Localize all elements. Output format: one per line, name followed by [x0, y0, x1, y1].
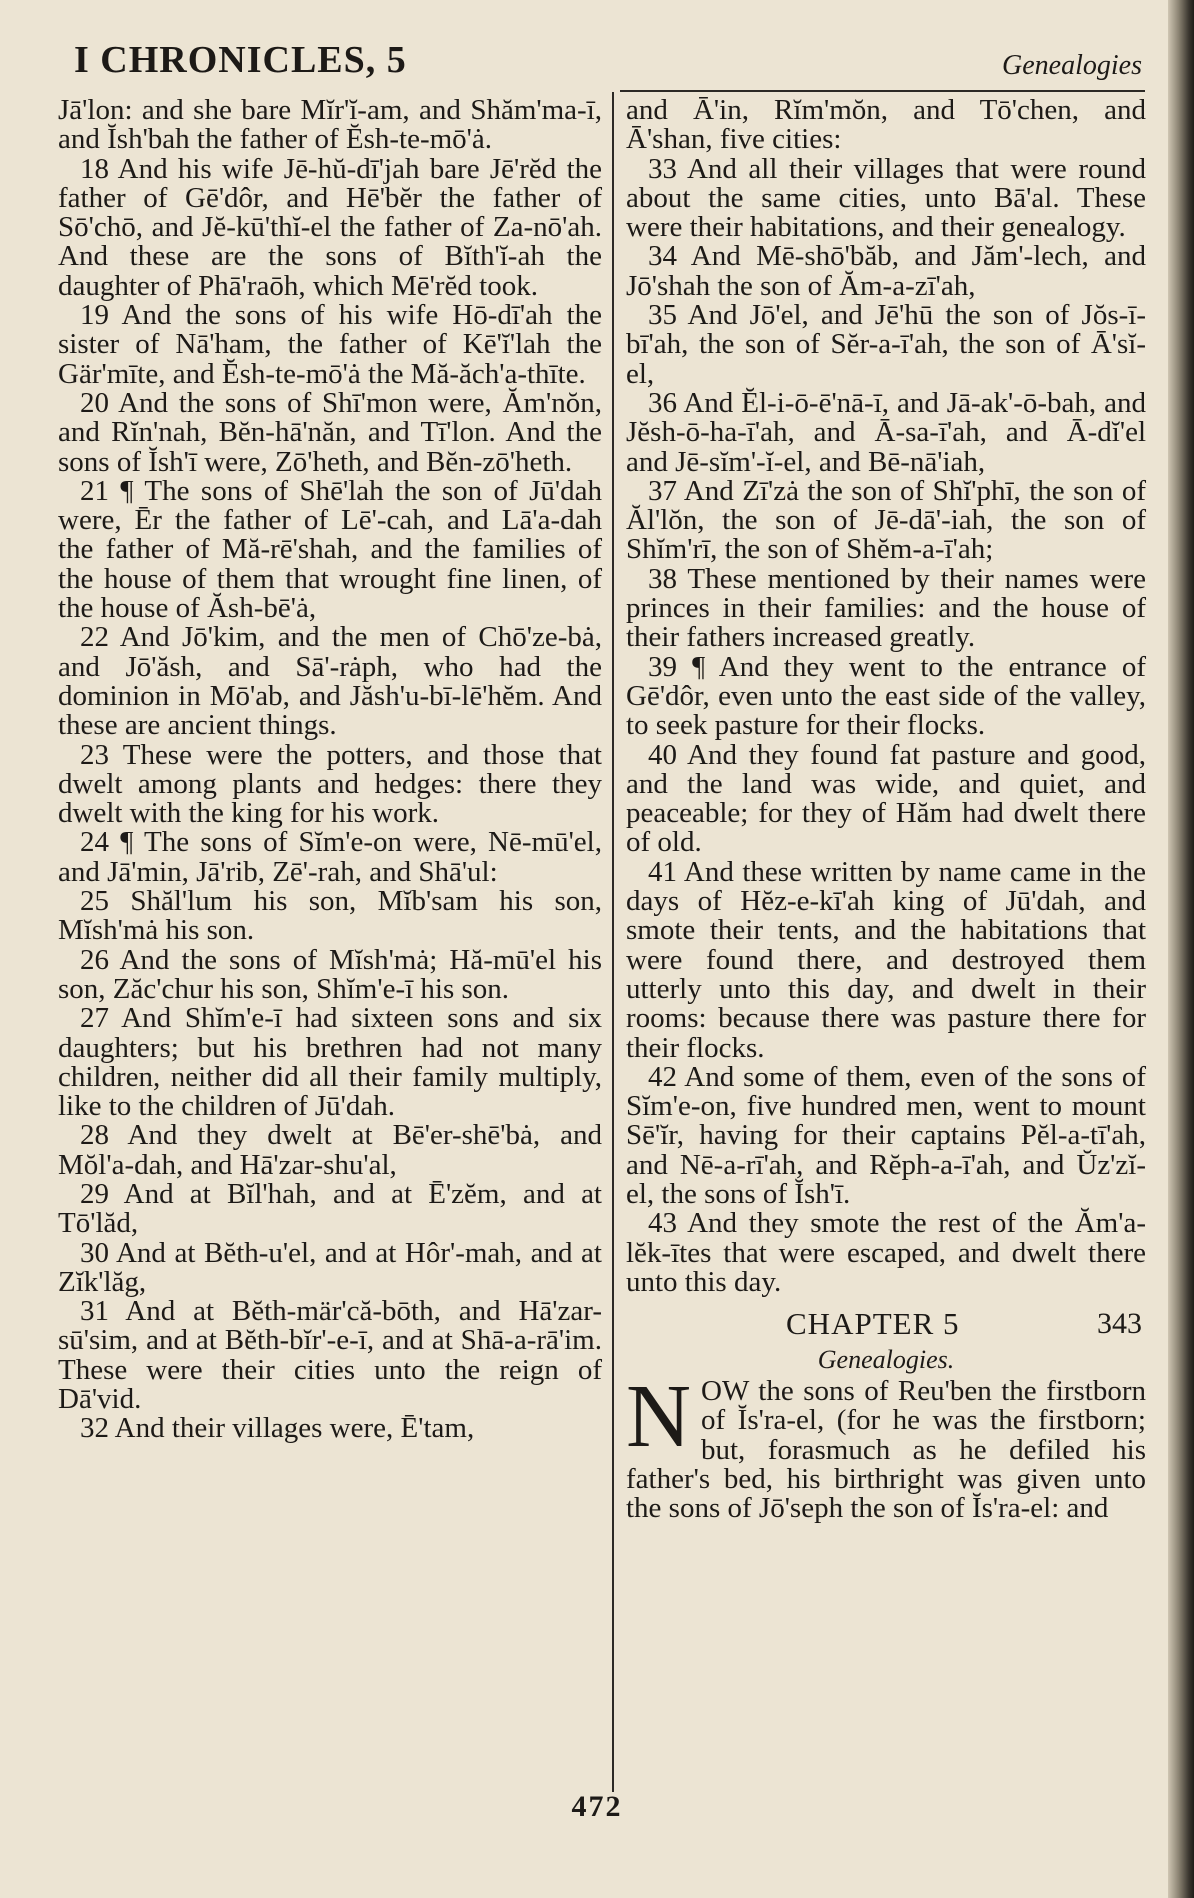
- verse: 38 These mentioned by their names were princes in their families: and the house of their fathers increased greatly.: [626, 562, 1146, 654]
- verse: 34 And Mē-shō'băb, and Jăm'-lech, and Jō'shah the son of Ăm-a-zī'ah,: [626, 240, 1146, 302]
- verse: 27 And Shĭm'e-ī had sixteen sons and six daughters; but his brethren had not many children, neither did all their family multiply, like to the children of Jū'dah.: [58, 1002, 602, 1123]
- left-column: [58, 96, 602, 1444]
- chapter-opening-text: OW the sons of Reu'ben the firstborn of Ĭs'ra-el, (for he was the firstborn; but, forasmuch as he defiled his father's bed, his birthright was given unto the sons of Jō'seph the son of Ĭs'ra-el: and: [626, 1375, 1146, 1525]
- chapter-heading: [626, 1307, 1146, 1345]
- header-rule: [620, 90, 1145, 92]
- verse: 35 And Jō'el, and Jē'hū the son of Jŏs-ī-bī'ah, the son of Sĕr-a-ī'ah, the son of Ā'sĭ-el,: [626, 299, 1146, 390]
- verse: 23 These were the potters, and those that dwelt among plants and hedges: there they dwelt with the king for his work.: [58, 738, 602, 830]
- verse: 28 And they dwelt at Bē'er-shē'bȧ, and Mŏl'a-dah, and Hā'zar-shu'al,: [58, 1119, 602, 1181]
- verse: 26 And the sons of Mĭsh'mȧ; Hă-mū'el his son, Zăc'chur his son, Shĭm'e-ī his son.: [58, 943, 602, 1005]
- right-column: [626, 96, 1146, 1524]
- verse: 21 ¶ The sons of Shē'lah the son of Jū'dah were, Ēr the father of Lē'-cah, and Lā'a-dah the father of Mă-rē'shah, and the families of the house of them that wrought fine linen, of the house of Ăsh-bē'ȧ,: [58, 474, 602, 625]
- verse: 39 ¶ And they went to the entrance of Gē'dôr, even unto the east side of the valley, to seek pasture for their flocks.: [626, 650, 1146, 742]
- verse: 22 And Jō'kim, and the men of Chō'ze-bȧ, and Jō'ăsh, and Sā'-rȧph, who had the dominion in Mō'ab, and Jăsh'u-bī-lē'hĕm. And these are ancient things.: [58, 621, 602, 742]
- section-heading: Genealogies: [1002, 50, 1142, 81]
- drop-cap: N: [626, 1367, 691, 1467]
- verse: 31 And at Bĕth-mär'că-bōth, and Hā'zar-sū'sim, and at Bĕth-bĭr'-e-ī, and at Shā-a-rā'im. These were their cities unto the reign of Dā'vid.: [58, 1295, 602, 1416]
- running-header: [60, 30, 1142, 84]
- verse: 29 And at Bĭl'hah, and at Ē'zĕm, and at Tō'lăd,: [58, 1177, 602, 1240]
- chapter-subtitle: Genealogies.: [817, 1345, 955, 1375]
- page-number: 472: [571, 1790, 623, 1823]
- book-chapter-heading: I CHRONICLES, 5: [74, 39, 407, 81]
- verse: 36 And Ĕl-i-ō-ē'nā-ī, and Jā-ak'-ō-bah, and Jĕsh-ō-ha-ī'ah, and Ā-sa-ī'ah, and Ā-dĭ'el and Jē-sĭm'-ĭ-el, and Bē-nā'iah,: [626, 386, 1146, 478]
- verse: 33 And all their villages that were round about the same cities, unto Bā'al. These were their habitations, and their genealogy.: [626, 152, 1146, 244]
- book-gutter-shadow: [1168, 0, 1194, 1898]
- verse: 42 And some of them, even of the sons of Sĭm'e-on, five hundred men, went to mount Sē'ĭr, having for their captains Pĕl-a-tī'ah, and Nē-a-rī'ah, and Rĕph-a-ī'ah, and Ŭz'zĭ-el, the sons of Ĭsh'ī.: [626, 1060, 1146, 1210]
- verse: 19 And the sons of his wife Hō-dī'ah the sister of Nā'ham, the father of Kē'ĭ'lah the Gär'mīte, and Ĕsh-te-mō'ȧ the Mă-ăch'a-thīte.: [58, 299, 602, 390]
- verse-continuation: Jā'lon: and she bare Mĭr'ĭ-am, and Shăm'ma-ī, and Ĭsh'bah the father of Ĕsh-te-mō'ȧ.: [58, 94, 602, 156]
- verse-continuation: and Ā'in, Rĭm'mŏn, and Tō'chen, and Ā'shan, five cities:: [626, 94, 1146, 156]
- verse: 30 And at Bĕth-u'el, and at Hôr'-mah, and at Zĭk'lăg,: [58, 1236, 602, 1298]
- verse: 24 ¶ The sons of Sĭm'e-on were, Nē-mū'el, and Jā'min, Jā'rib, Zē'-rah, and Shā'ul:: [58, 826, 602, 888]
- verse: 43 And they smote the rest of the Ăm'a-lĕk-ītes that were escaped, and dwelt there unto this day.: [626, 1207, 1146, 1298]
- verse: 41 And these written by name came in the days of Hĕz-e-kī'ah king of Jū'dah, and smote their tents, and the habitations that were found there, and destroyed them utterly unto this day, and dwelt in their rooms: because there was pasture there for their flocks.: [626, 855, 1146, 1064]
- verse: 18 And his wife Jē-hŭ-dī'jah bare Jē'rĕd the father of Gē'dôr, and Hē'bĕr the father of Sō'chō, and Jĕ-kū'thĭ-el the father of Za-nō'ah. And these are the sons of Bĭth'ĭ-ah the daughter of Phā'raōh, which Mē'rĕd took.: [58, 152, 602, 302]
- verse: 37 And Zī'zȧ the son of Shĭ'phī, the son of Ăl'lŏn, the son of Jē-dā'-iah, the son of Shĭm'rī, the son of Shĕm-a-ī'ah;: [626, 474, 1146, 566]
- chapter-opening-paragraph: [626, 1367, 1146, 1525]
- column-divider: [612, 92, 614, 1792]
- chapter-number: 343: [1097, 1307, 1142, 1341]
- verse: 25 Shăl'lum his son, Mĭb'sam his son, Mĭsh'mȧ his son.: [58, 885, 602, 947]
- verse: 20 And the sons of Shī'mon were, Ăm'nŏn, and Rĭn'nah, Bĕn-hā'năn, and Tī'lon. And the sons of Ĭsh'ī were, Zō'heth, and Bĕn-zō'heth.: [58, 386, 602, 478]
- verse: 40 And they found fat pasture and good, and the land was wide, and quiet, and peaceable; for they of Hăm had dwelt there of old.: [626, 738, 1146, 859]
- verse: 32 And their villages were, Ē'tam,: [80, 1412, 475, 1445]
- chapter-title: CHAPTER 5: [786, 1306, 960, 1342]
